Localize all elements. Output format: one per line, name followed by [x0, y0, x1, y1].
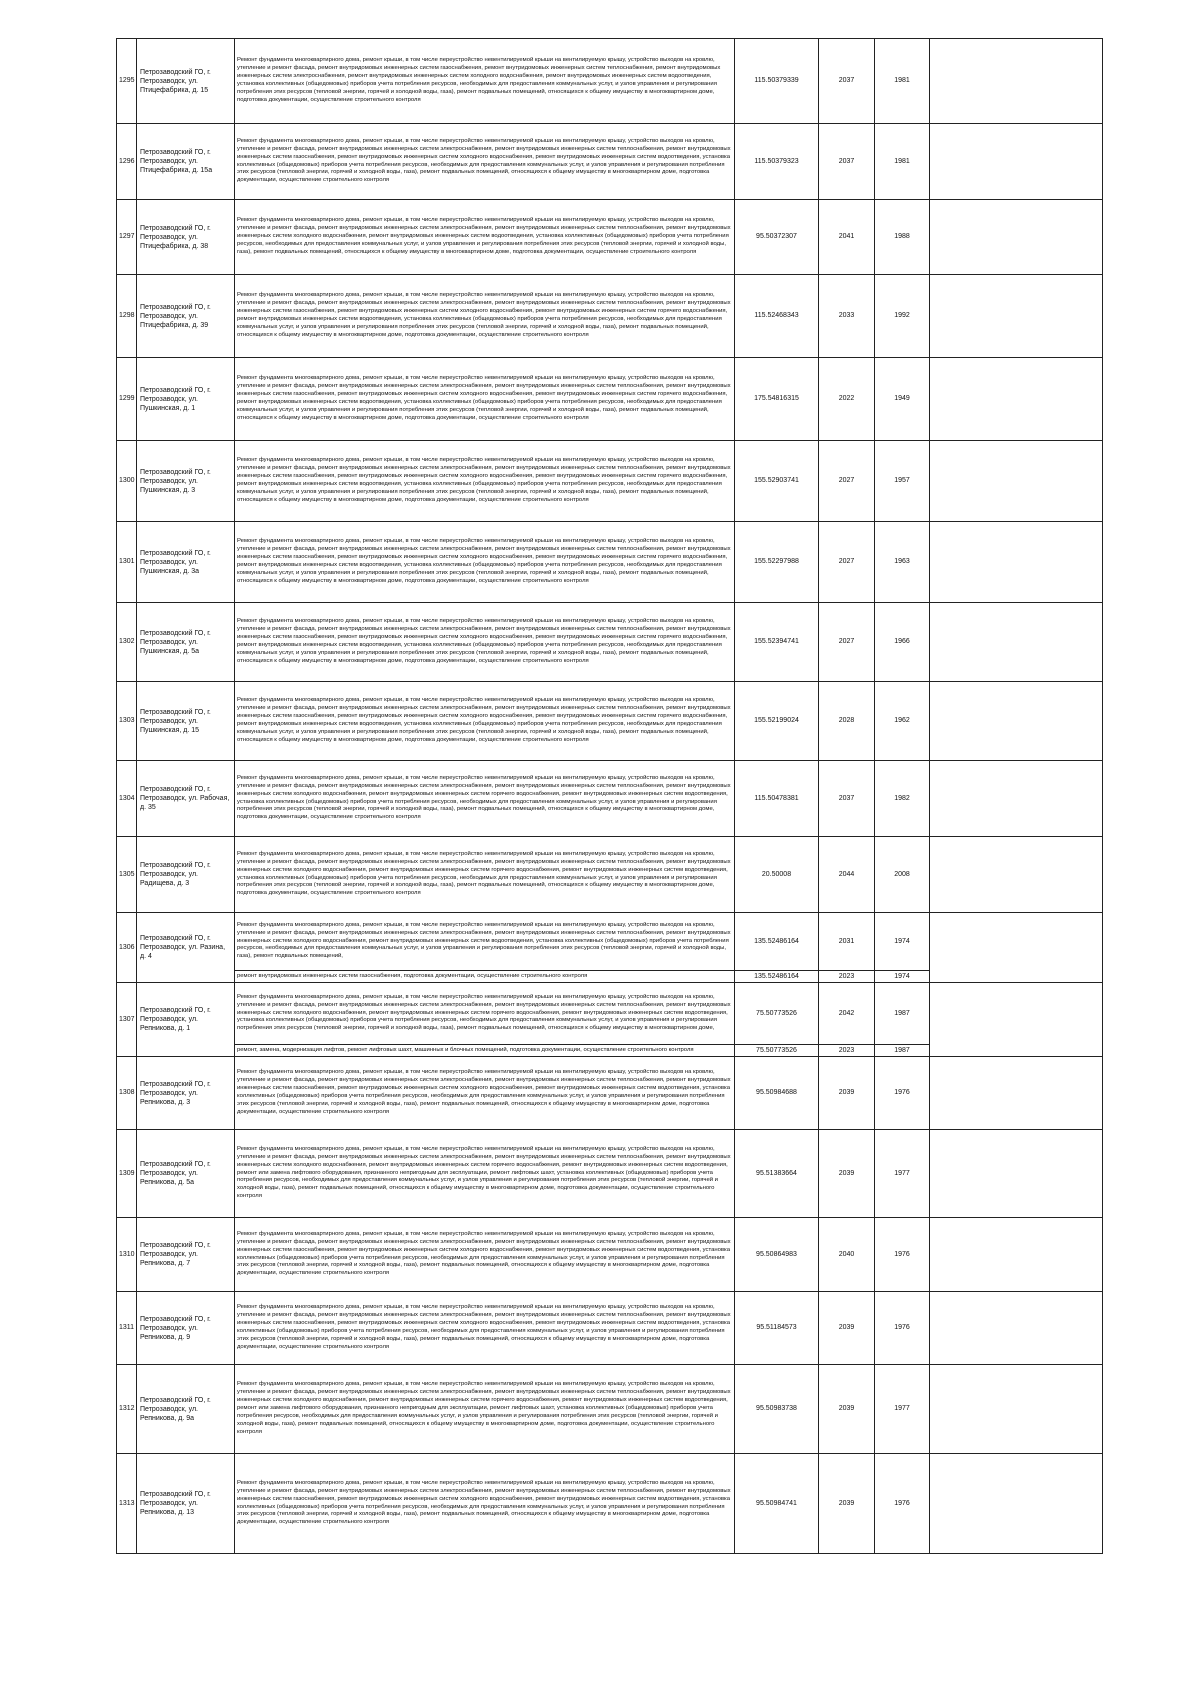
- year-built: 1963: [875, 522, 930, 603]
- table-row: [117, 1057, 1103, 1130]
- repair-works: Ремонт фундамента многоквартирного дома, ремонт крыши, в том числе переустройство невентилируемой крыши на вентилируемую крышу, устройство выходов на кровлю, утепление и ремонт фасада, ремонт внутридомовых инженерных систем электроснабжения, ремонт внутридомовых инженерных систем теплоснабжения, ремонт внутридомовых инженерных систем холодного водоснабжения, ремонт внутридомовых инженерных систем горячего водоснабжения, ремонт внутридомовых инженерных систем водоотведения, установка коллективных (общедомовых) приборов учета потребления ресурсов, необходимых для предоставления коммунальных услуг, и узлов управления и регулирования потребления этих ресурсов (тепловой энергии, горячей и холодной воды, газа), ремонт подвальных помещений, относящихся к общему имуществу в многоквартирном доме, подготовка документации, осуществление строительного контроля: [235, 761, 735, 837]
- table-row: [117, 200, 1103, 275]
- cost-value: 95.50984688: [735, 1057, 819, 1130]
- repair-works: ремонт внутридомовых инженерных систем газоснабжения, подготовка документации, осуществление строительного контроля: [235, 971, 735, 983]
- planned-year: 2044: [819, 837, 875, 913]
- row-number: 1309: [117, 1130, 137, 1218]
- row-number: 1306: [117, 913, 137, 983]
- table-row: [117, 522, 1103, 603]
- empty-cell: [930, 441, 1103, 522]
- empty-cell: [930, 1454, 1103, 1554]
- cost-value: 115.50478381: [735, 761, 819, 837]
- empty-cell: [930, 603, 1103, 682]
- cost-value: 75.50773526: [735, 983, 819, 1045]
- row-number: 1303: [117, 682, 137, 761]
- house-address: Петрозаводский ГО, г. Петрозаводск, ул. Разина, д. 4: [137, 913, 235, 983]
- cost-value: 135.52486164: [735, 971, 819, 983]
- empty-cell: [930, 200, 1103, 275]
- table-row: [117, 124, 1103, 200]
- row-number: 1310: [117, 1218, 137, 1292]
- house-address: Петрозаводский ГО, г. Петрозаводск, ул. Птицефабрика, д. 39: [137, 275, 235, 358]
- planned-year: 2042: [819, 983, 875, 1045]
- repair-works: Ремонт фундамента многоквартирного дома, ремонт крыши, в том числе переустройство невентилируемой крыши на вентилируемую крышу, устройство выходов на кровлю, утепление и ремонт фасада, ремонт внутридомовых инженерных систем газоснабжения, ремонт внутридомовых инженерных систем теплоснабжения, ремонт внутридомовых инженерных систем электроснабжения, ремонт внутридомовых инженерных систем холодного водоснабжения, ремонт внутридомовых инженерных систем водоотведения, установка коллективных (общедомовых) приборов учета потребления ресурсов, необходимых для предоставления коммунальных услуг, и узлов управления и регулирования потребления этих ресурсов (тепловой энергии, горячей и холодной воды, газа), ремонт подвальных помещений, относящихся к общему имуществу в многоквартирном доме, подготовка документации, осуществление строительного контроля: [235, 39, 735, 124]
- table-row: [117, 1218, 1103, 1292]
- cost-value: 95.50372307: [735, 200, 819, 275]
- repair-works: Ремонт фундамента многоквартирного дома, ремонт крыши, в том числе переустройство невентилируемой крыши на вентилируемую крышу, устройство выходов на кровлю, утепление и ремонт фасада, ремонт внутридомовых инженерных систем электроснабжения, ремонт внутридомовых инженерных систем теплоснабжения, ремонт внутридомовых инженерных систем газоснабжения, ремонт внутридомовых инженерных систем холодного водоснабжения, ремонт внутридомовых инженерных систем водоотведения, установка коллективных (общедомовых) приборов учета потребления ресурсов, необходимых для предоставления коммунальных услуг, и узлов управления и регулирования потребления этих ресурсов (тепловой энергии, горячей и холодной воды, газа), ремонт подвальных помещений, относящихся к общему имуществу в многоквартирном доме, подготовка документации, осуществление строительного контроля: [235, 1057, 735, 1130]
- house-address: Петрозаводский ГО, г. Петрозаводск, ул. Пушкинская, д. 3а: [137, 522, 235, 603]
- row-number: 1302: [117, 603, 137, 682]
- year-built: 1974: [875, 913, 930, 971]
- empty-cell: [930, 761, 1103, 837]
- year-built: 1976: [875, 1057, 930, 1130]
- table-row: [117, 983, 1103, 1045]
- planned-year: 2037: [819, 761, 875, 837]
- row-number: 1296: [117, 124, 137, 200]
- planned-year: 2033: [819, 275, 875, 358]
- cost-value: 75.50773526: [735, 1045, 819, 1057]
- planned-year: 2027: [819, 603, 875, 682]
- year-built: 1976: [875, 1454, 930, 1554]
- year-built: 1977: [875, 1365, 930, 1454]
- empty-cell: [930, 358, 1103, 441]
- table-row: [117, 761, 1103, 837]
- row-number: 1297: [117, 200, 137, 275]
- planned-year: 2039: [819, 1057, 875, 1130]
- repair-works: Ремонт фундамента многоквартирного дома, ремонт крыши, в том числе переустройство невентилируемой крыши на вентилируемую крышу, устройство выходов на кровлю, утепление и ремонт фасада, ремонт внутридомовых инженерных систем электроснабжения, ремонт внутридомовых инженерных систем теплоснабжения, ремонт внутридомовых инженерных систем холодного водоснабжения, ремонт внутридомовых инженерных систем горячего водоснабжения, ремонт внутридомовых инженерных систем водоотведения, установка коллективных (общедомовых) приборов учета потребления ресурсов, необходимых для предоставления коммунальных услуг, и узлов управления и регулирования потребления этих ресурсов (тепловой энергии, горячей и холодной воды, газа), ремонт подвальных помещений, относящихся к общему имуществу в многоквартирном доме, подготовка документации, осуществление строительного контроля: [235, 837, 735, 913]
- empty-cell: [930, 913, 1103, 983]
- table-row: [117, 39, 1103, 124]
- cost-value: 95.50984741: [735, 1454, 819, 1554]
- cost-value: 155.52903741: [735, 441, 819, 522]
- house-address: Петрозаводский ГО, г. Петрозаводск, ул. Репникова, д. 5а: [137, 1130, 235, 1218]
- row-number: 1301: [117, 522, 137, 603]
- repair-works: Ремонт фундамента многоквартирного дома, ремонт крыши, в том числе переустройство невентилируемой крыши на вентилируемую крышу, устройство выходов на кровлю, утепление и ремонт фасада, ремонт внутридомовых инженерных систем электроснабжения, ремонт внутридомовых инженерных систем теплоснабжения, ремонт внутридомовых инженерных систем холодного водоснабжения, ремонт внутридомовых инженерных систем водоотведения, установка коллективных (общедомовых) приборов учета потребления ресурсов, необходимых для предоставления коммунальных услуг, и узлов управления и регулирования потребления этих ресурсов (тепловой энергии, горячей и холодной воды, газа), ремонт подвальных помещений, относящихся к общему имуществу в многоквартирном доме, подготовка документации, осуществление строительного контроля: [235, 200, 735, 275]
- house-address: Петрозаводский ГО, г. Петрозаводск, ул. Радищева, д. 3: [137, 837, 235, 913]
- row-number: 1312: [117, 1365, 137, 1454]
- year-built: 1949: [875, 358, 930, 441]
- repair-works: Ремонт фундамента многоквартирного дома, ремонт крыши, в том числе переустройство невентилируемой крыши на вентилируемую крышу, устройство выходов на кровлю, утепление и ремонт фасада, ремонт внутридомовых инженерных систем электроснабжения, ремонт внутридомовых инженерных систем теплоснабжения, ремонт внутридомовых инженерных систем холодного водоснабжения, ремонт внутридомовых инженерных систем горячего водоснабжения, ремонт внутридомовых инженерных систем водоотведения, установка коллективных (общедомовых) приборов учета потребления ресурсов, необходимых для предоставления коммунальных услуг, и узлов управления и регулирования потребления этих ресурсов (тепловой энергии, горячей и холодной воды, газа), ремонт подвальных помещений, относящихся к общему имуществу в многоквартирном доме,: [235, 983, 735, 1045]
- table-row: [117, 275, 1103, 358]
- empty-cell: [930, 1130, 1103, 1218]
- empty-cell: [930, 1292, 1103, 1365]
- cost-value: 155.52394741: [735, 603, 819, 682]
- cost-value: 95.50864983: [735, 1218, 819, 1292]
- empty-cell: [930, 1218, 1103, 1292]
- table-row: [117, 1365, 1103, 1454]
- cost-value: 135.52486164: [735, 913, 819, 971]
- planned-year: 2023: [819, 1045, 875, 1057]
- repair-works: Ремонт фундамента многоквартирного дома, ремонт крыши, в том числе переустройство невентилируемой крыши на вентилируемую крышу, устройство выходов на кровлю, утепление и ремонт фасада, ремонт внутридомовых инженерных систем электроснабжения, ремонт внутридомовых инженерных систем теплоснабжения, ремонт внутридомовых инженерных систем холодного водоснабжения, ремонт внутридомовых инженерных систем горячего водоснабжения, ремонт внутридомовых инженерных систем водоотведения, ремонт или замена лифтового оборудования, признанного непригодным для эксплуатации, ремонт лифтовых шахт, установка коллективных (общедомовых) приборов учета потребления ресурсов, необходимых для предоставления коммунальных услуг, и узлов управления и регулирования потребления этих ресурсов (тепловой энергии, горячей и холодной воды, газа), ремонт подвальных помещений, относящихся к общему имуществу в многоквартирном доме, подготовка документации, осуществление строительного контроля: [235, 1130, 735, 1218]
- planned-year: 2037: [819, 124, 875, 200]
- year-built: 1976: [875, 1218, 930, 1292]
- empty-cell: [930, 124, 1103, 200]
- planned-year: 2028: [819, 682, 875, 761]
- house-address: Петрозаводский ГО, г. Петрозаводск, ул. Пушкинская, д. 15: [137, 682, 235, 761]
- cost-value: 115.50379323: [735, 124, 819, 200]
- row-number: 1300: [117, 441, 137, 522]
- repair-works: Ремонт фундамента многоквартирного дома, ремонт крыши, в том числе переустройство невентилируемой крыши на вентилируемую крышу, устройство выходов на кровлю, утепление и ремонт фасада, ремонт внутридомовых инженерных систем электроснабжения, ремонт внутридомовых инженерных систем теплоснабжения, ремонт внутридомовых инженерных систем газоснабжения, ремонт внутридомовых инженерных систем холодного водоснабжения, ремонт внутридомовых инженерных систем водоотведения, установка коллективных (общедомовых) приборов учета потребления ресурсов, необходимых для предоставления коммунальных услуг, и узлов управления и регулирования потребления этих ресурсов (тепловой энергии, горячей и холодной воды, газа), ремонт подвальных помещений, относящихся к общему имуществу в многоквартирном доме, подготовка документации, осуществление строительного контроля: [235, 1292, 735, 1365]
- planned-year: 2027: [819, 522, 875, 603]
- cost-value: 115.50379339: [735, 39, 819, 124]
- year-built: 1982: [875, 761, 930, 837]
- house-address: Петрозаводский ГО, г. Петрозаводск, ул. Рабочая, д. 35: [137, 761, 235, 837]
- house-address: Петрозаводский ГО, г. Петрозаводск, ул. Репникова, д. 13: [137, 1454, 235, 1554]
- table-row: [117, 913, 1103, 971]
- year-built: 1962: [875, 682, 930, 761]
- planned-year: 2023: [819, 971, 875, 983]
- repair-works: Ремонт фундамента многоквартирного дома, ремонт крыши, в том числе переустройство невентилируемой крыши на вентилируемую крышу, устройство выходов на кровлю, утепление и ремонт фасада, ремонт внутридомовых инженерных систем электроснабжения, ремонт внутридомовых инженерных систем теплоснабжения, ремонт внутридомовых инженерных систем газоснабжения, ремонт внутридомовых инженерных систем холодного водоснабжения, ремонт внутридомовых инженерных систем горячего водоснабжения, ремонт внутридомовых инженерных систем водоотведения, установка коллективных (общедомовых) приборов учета потребления ресурсов, необходимых для предоставления коммунальных услуг, и узлов управления и регулирования потребления этих ресурсов (тепловой энергии, горячей и холодной воды, газа), ремонт подвальных помещений, относящихся к общему имуществу в многоквартирном доме, подготовка документации, осуществление строительного контроля: [235, 522, 735, 603]
- repair-works: Ремонт фундамента многоквартирного дома, ремонт крыши, в том числе переустройство невентилируемой крыши на вентилируемую крышу, устройство выходов на кровлю, утепление и ремонт фасада, ремонт внутридомовых инженерных систем электроснабжения, ремонт внутридомовых инженерных систем теплоснабжения, ремонт внутридомовых инженерных систем газоснабжения, ремонт внутридомовых инженерных систем холодного водоснабжения, ремонт внутридомовых инженерных систем горячего водоснабжения, ремонт внутридомовых инженерных систем водоотведения, установка коллективных (общедомовых) приборов учета потребления ресурсов, необходимых для предоставления коммунальных услуг, и узлов управления и регулирования потребления этих ресурсов (тепловой энергии, горячей и холодной воды, газа), ремонт подвальных помещений, относящихся к общему имуществу в многоквартирном доме, подготовка документации, осуществление строительного контроля: [235, 275, 735, 358]
- table-row: [117, 1130, 1103, 1218]
- repair-works: ремонт, замена, модернизация лифтов, ремонт лифтовых шахт, машинных и блочных помещений, подготовка документации, осуществление строительного контроля: [235, 1045, 735, 1057]
- planned-year: 2039: [819, 1365, 875, 1454]
- repair-works: Ремонт фундамента многоквартирного дома, ремонт крыши, в том числе переустройство невентилируемой крыши на вентилируемую крышу, устройство выходов на кровлю, утепление и ремонт фасада, ремонт внутридомовых инженерных систем электроснабжения, ремонт внутридомовых инженерных систем теплоснабжения, ремонт внутридомовых инженерных систем холодного водоснабжения, ремонт внутридомовых инженерных систем горячего водоснабжения, ремонт внутридомовых инженерных систем водоотведения, ремонт или замена лифтового оборудования, признанного непригодным для эксплуатации, ремонт лифтовых шахт, установка коллективных (общедомовых) приборов учета потребления ресурсов, необходимых для предоставления коммунальных услуг, и узлов управления и регулирования потребления этих ресурсов (тепловой энергии, горячей и холодной воды, газа), ремонт подвальных помещений, относящихся к общему имуществу в многоквартирном доме, подготовка документации, осуществление строительного контроля: [235, 1365, 735, 1454]
- empty-cell: [930, 983, 1103, 1057]
- empty-cell: [930, 522, 1103, 603]
- year-built: 1981: [875, 39, 930, 124]
- repair-works: Ремонт фундамента многоквартирного дома, ремонт крыши, в том числе переустройство невентилируемой крыши на вентилируемую крышу, устройство выходов на кровлю, утепление и ремонт фасада, ремонт внутридомовых инженерных систем электроснабжения, ремонт внутридомовых инженерных систем теплоснабжения, ремонт внутридомовых инженерных систем газоснабжения, ремонт внутридомовых инженерных систем холодного водоснабжения, ремонт внутридомовых инженерных систем водоотведения, установка коллективных (общедомовых) приборов учета потребления ресурсов, необходимых для предоставления коммунальных услуг, и узлов управления и регулирования потребления этих ресурсов (тепловой энергии, горячей и холодной воды, газа), ремонт подвальных помещений, относящихся к общему имуществу в многоквартирном доме, подготовка документации, осуществление строительного контроля: [235, 124, 735, 200]
- house-address: Петрозаводский ГО, г. Петрозаводск, ул. Репникова, д. 3: [137, 1057, 235, 1130]
- empty-cell: [930, 837, 1103, 913]
- repair-works: Ремонт фундамента многоквартирного дома, ремонт крыши, в том числе переустройство невентилируемой крыши на вентилируемую крышу, устройство выходов на кровлю, утепление и ремонт фасада, ремонт внутридомовых инженерных систем электроснабжения, ремонт внутридомовых инженерных систем теплоснабжения, ремонт внутридомовых инженерных систем газоснабжения, ремонт внутридомовых инженерных систем холодного водоснабжения, ремонт внутридомовых инженерных систем горячего водоснабжения, ремонт внутридомовых инженерных систем водоотведения, установка коллективных (общедомовых) приборов учета потребления ресурсов, необходимых для предоставления коммунальных услуг, и узлов управления и регулирования потребления этих ресурсов (тепловой энергии, горячей и холодной воды, газа), ремонт подвальных помещений, относящихся к общему имуществу в многоквартирном доме, подготовка документации, осуществление строительного контроля: [235, 358, 735, 441]
- empty-cell: [930, 1057, 1103, 1130]
- planned-year: 2040: [819, 1218, 875, 1292]
- table-row: [117, 603, 1103, 682]
- row-number: 1313: [117, 1454, 137, 1554]
- planned-year: 2041: [819, 200, 875, 275]
- table-body: [117, 39, 1103, 1554]
- row-number: 1298: [117, 275, 137, 358]
- planned-year: 2027: [819, 441, 875, 522]
- house-address: Петрозаводский ГО, г. Петрозаводск, ул. Птицефабрика, д. 15а: [137, 124, 235, 200]
- year-built: 1992: [875, 275, 930, 358]
- planned-year: 2039: [819, 1454, 875, 1554]
- cost-value: 155.52297988: [735, 522, 819, 603]
- year-built: 1977: [875, 1130, 930, 1218]
- year-built: 1966: [875, 603, 930, 682]
- table-row: [117, 682, 1103, 761]
- house-address: Петрозаводский ГО, г. Петрозаводск, ул. Репникова, д. 1: [137, 983, 235, 1057]
- table-row: [117, 358, 1103, 441]
- row-number: 1304: [117, 761, 137, 837]
- row-number: 1299: [117, 358, 137, 441]
- repair-works: Ремонт фундамента многоквартирного дома, ремонт крыши, в том числе переустройство невентилируемой крыши на вентилируемую крышу, устройство выходов на кровлю, утепление и ремонт фасада, ремонт внутридомовых инженерных систем электроснабжения, ремонт внутридомовых инженерных систем теплоснабжения, ремонт внутридомовых инженерных систем газоснабжения, ремонт внутридомовых инженерных систем холодного водоснабжения, ремонт внутридомовых инженерных систем водоотведения, установка коллективных (общедомовых) приборов учета потребления ресурсов, необходимых для предоставления коммунальных услуг, и узлов управления и регулирования потребления этих ресурсов (тепловой энергии, горячей и холодной воды, газа), ремонт подвальных помещений, относящихся к общему имуществу в многоквартирном доме, подготовка документации, осуществление строительного контроля: [235, 1454, 735, 1554]
- repair-works: Ремонт фундамента многоквартирного дома, ремонт крыши, в том числе переустройство невентилируемой крыши на вентилируемую крышу, устройство выходов на кровлю, утепление и ремонт фасада, ремонт внутридомовых инженерных систем электроснабжения, ремонт внутридомовых инженерных систем теплоснабжения, ремонт внутридомовых инженерных систем холодного водоснабжения, ремонт внутридомовых инженерных систем водоотведения, установка коллективных (общедомовых) приборов учета потребления ресурсов, необходимых для предоставления коммунальных услуг, и узлов управления и регулирования потребления этих ресурсов (тепловой энергии, горячей и холодной воды, газа), ремонт подвальных помещений,: [235, 913, 735, 971]
- house-address: Петрозаводский ГО, г. Петрозаводск, ул. Пушкинская, д. 3: [137, 441, 235, 522]
- planned-year: 2031: [819, 913, 875, 971]
- planned-year: 2022: [819, 358, 875, 441]
- table-row: [117, 1292, 1103, 1365]
- house-address: Петрозаводский ГО, г. Петрозаводск, ул. Птицефабрика, д. 38: [137, 200, 235, 275]
- empty-cell: [930, 39, 1103, 124]
- year-built: 2008: [875, 837, 930, 913]
- row-number: 1308: [117, 1057, 137, 1130]
- house-address: Петрозаводский ГО, г. Петрозаводск, ул. Репникова, д. 9а: [137, 1365, 235, 1454]
- cost-value: 20.50008: [735, 837, 819, 913]
- planned-year: 2039: [819, 1130, 875, 1218]
- repair-works: Ремонт фундамента многоквартирного дома, ремонт крыши, в том числе переустройство невентилируемой крыши на вентилируемую крышу, устройство выходов на кровлю, утепление и ремонт фасада, ремонт внутридомовых инженерных систем электроснабжения, ремонт внутридомовых инженерных систем теплоснабжения, ремонт внутридомовых инженерных систем газоснабжения, ремонт внутридомовых инженерных систем холодного водоснабжения, ремонт внутридомовых инженерных систем горячего водоснабжения, ремонт внутридомовых инженерных систем водоотведения, установка коллективных (общедомовых) приборов учета потребления ресурсов, необходимых для предоставления коммунальных услуг, и узлов управления и регулирования потребления этих ресурсов (тепловой энергии, горячей и холодной воды, газа), ремонт подвальных помещений, относящихся к общему имуществу в многоквартирном доме, подготовка документации, осуществление строительного контроля: [235, 603, 735, 682]
- cost-value: 175.54816315: [735, 358, 819, 441]
- cost-value: 95.50983738: [735, 1365, 819, 1454]
- row-number: 1305: [117, 837, 137, 913]
- cost-value: 95.51383664: [735, 1130, 819, 1218]
- repair-works: Ремонт фундамента многоквартирного дома, ремонт крыши, в том числе переустройство невентилируемой крыши на вентилируемую крышу, устройство выходов на кровлю, утепление и ремонт фасада, ремонт внутридомовых инженерных систем электроснабжения, ремонт внутридомовых инженерных систем теплоснабжения, ремонт внутридомовых инженерных систем газоснабжения, ремонт внутридомовых инженерных систем холодного водоснабжения, ремонт внутридомовых инженерных систем горячего водоснабжения, ремонт внутридомовых инженерных систем водоотведения, установка коллективных (общедомовых) приборов учета потребления ресурсов, необходимых для предоставления коммунальных услуг, и узлов управления и регулирования потребления этих ресурсов (тепловой энергии, горячей и холодной воды, газа), ремонт подвальных помещений, относящихся к общему имуществу в многоквартирном доме, подготовка документации, осуществление строительного контроля: [235, 441, 735, 522]
- cost-value: 115.52468343: [735, 275, 819, 358]
- house-address: Петрозаводский ГО, г. Петрозаводск, ул. Репникова, д. 9: [137, 1292, 235, 1365]
- table-row: [117, 1454, 1103, 1554]
- year-built: 1987: [875, 983, 930, 1045]
- cost-value: 95.51184573: [735, 1292, 819, 1365]
- row-number: 1295: [117, 39, 137, 124]
- repair-works: Ремонт фундамента многоквартирного дома, ремонт крыши, в том числе переустройство невентилируемой крыши на вентилируемую крышу, устройство выходов на кровлю, утепление и ремонт фасада, ремонт внутридомовых инженерных систем электроснабжения, ремонт внутридомовых инженерных систем теплоснабжения, ремонт внутридомовых инженерных систем газоснабжения, ремонт внутридомовых инженерных систем холодного водоснабжения, ремонт внутридомовых инженерных систем горячего водоснабжения, ремонт внутридомовых инженерных систем водоотведения, установка коллективных (общедомовых) приборов учета потребления ресурсов, необходимых для предоставления коммунальных услуг, и узлов управления и регулирования потребления этих ресурсов (тепловой энергии, горячей и холодной воды, газа), ремонт подвальных помещений, относящихся к общему имуществу в многоквартирном доме, подготовка документации, осуществление строительного контроля: [235, 682, 735, 761]
- house-address: Петрозаводский ГО, г. Петрозаводск, ул. Пушкинская, д. 1: [137, 358, 235, 441]
- table-row: [117, 837, 1103, 913]
- year-built: 1974: [875, 971, 930, 983]
- year-built: 1976: [875, 1292, 930, 1365]
- empty-cell: [930, 682, 1103, 761]
- planned-year: 2037: [819, 39, 875, 124]
- house-address: Петрозаводский ГО, г. Петрозаводск, ул. Репникова, д. 7: [137, 1218, 235, 1292]
- year-built: 1988: [875, 200, 930, 275]
- capital-repair-table: [116, 38, 1103, 1554]
- row-number: 1311: [117, 1292, 137, 1365]
- empty-cell: [930, 1365, 1103, 1454]
- empty-cell: [930, 275, 1103, 358]
- row-number: 1307: [117, 983, 137, 1057]
- planned-year: 2039: [819, 1292, 875, 1365]
- table-row: [117, 441, 1103, 522]
- repair-works: Ремонт фундамента многоквартирного дома, ремонт крыши, в том числе переустройство невентилируемой крыши на вентилируемую крышу, устройство выходов на кровлю, утепление и ремонт фасада, ремонт внутридомовых инженерных систем электроснабжения, ремонт внутридомовых инженерных систем теплоснабжения, ремонт внутридомовых инженерных систем газоснабжения, ремонт внутридомовых инженерных систем холодного водоснабжения, ремонт внутридомовых инженерных систем водоотведения, установка коллективных (общедомовых) приборов учета потребления ресурсов, необходимых для предоставления коммунальных услуг, и узлов управления и регулирования потребления этих ресурсов (тепловой энергии, горячей и холодной воды, газа), ремонт подвальных помещений, относящихся к общему имуществу в многоквартирном доме, подготовка документации, осуществление строительного контроля: [235, 1218, 735, 1292]
- year-built: 1987: [875, 1045, 930, 1057]
- year-built: 1957: [875, 441, 930, 522]
- house-address: Петрозаводский ГО, г. Петрозаводск, ул. Пушкинская, д. 5а: [137, 603, 235, 682]
- year-built: 1981: [875, 124, 930, 200]
- cost-value: 155.52199024: [735, 682, 819, 761]
- house-address: Петрозаводский ГО, г. Петрозаводск, ул. Птицефабрика, д. 15: [137, 39, 235, 124]
